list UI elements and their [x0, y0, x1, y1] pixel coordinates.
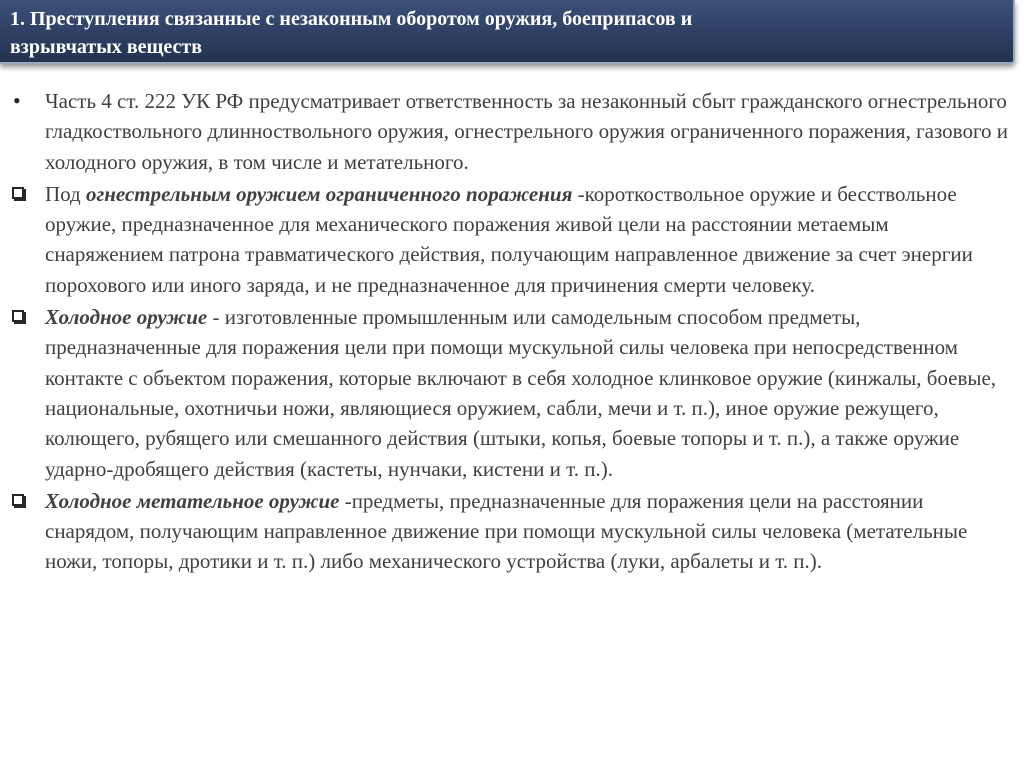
item-text: Часть 4 ст. 222 УК РФ предусматривает ответственность за незаконный сбыт гражданского огнестрельного гладкоствольного длинноствольного оружия, огнестрельного оружия ограниченного поражения, газового и холодного оружия, в том числе и метательного. — [45, 89, 1009, 174]
item-term: огнестрельным оружием ограниченного поражения — [86, 181, 573, 206]
item-text: -предметы, предназначенные для поражения цели на расстоянии снарядом, получающим направленное движение при помощи мускульной силы человека (метательные ножи, топоры, дротики и т. п.) либо механического устройства (луки, арбалеты и т. п.). — [45, 488, 968, 574]
bullet-icon: • — [13, 88, 21, 113]
checkbox-icon — [12, 494, 24, 506]
item-term: Холодное метательное оружие — [45, 488, 340, 513]
list-item — [10, 486, 1010, 577]
list-item — [10, 86, 1010, 177]
slide-title-line-1: 1. Преступления связанные с незаконным оборотом оружия, боеприпасов и — [10, 8, 693, 30]
item-text: - изготовленные промышленным или самодельным способом предметы, предназначенные для поражения цели при помощи мускульной силы человека при непосредственном контакте с объектом поражения, которые включают в себя холодное клинковое оружие (кинжалы, боевые, национальные, охотничьи ножи, являющиеся оружием, сабли, мечи и т. п.), иное оружие режущего, колющего, рубящего или смешанного действия (штыки, копья, боевые топоры и т. п.), а также оружие ударно-дробящего действия (кастеты, нунчаки, кистени и т. п.). — [45, 305, 997, 481]
slide-content — [10, 86, 1010, 579]
slide-title-bar — [0, 0, 1015, 64]
checkbox-icon — [12, 187, 24, 199]
item-text: -короткоствольное оружие и бесствольное оружие, предназначенное для механического поражения живой цели на расстоянии метаемым снаряжением патрона травматического действия, получающим направленное движение за счет энергии порохового или иного заряда, и не предназначенное для причинения смерти человеку. — [45, 181, 973, 297]
list-item — [10, 179, 1010, 300]
item-term: Холодное оружие — [45, 305, 208, 330]
item-prefix: Под — [45, 181, 86, 206]
slide-title-line-2: взрывчатых веществ — [10, 36, 203, 58]
list-item — [10, 302, 1010, 484]
checkbox-icon — [12, 310, 24, 322]
